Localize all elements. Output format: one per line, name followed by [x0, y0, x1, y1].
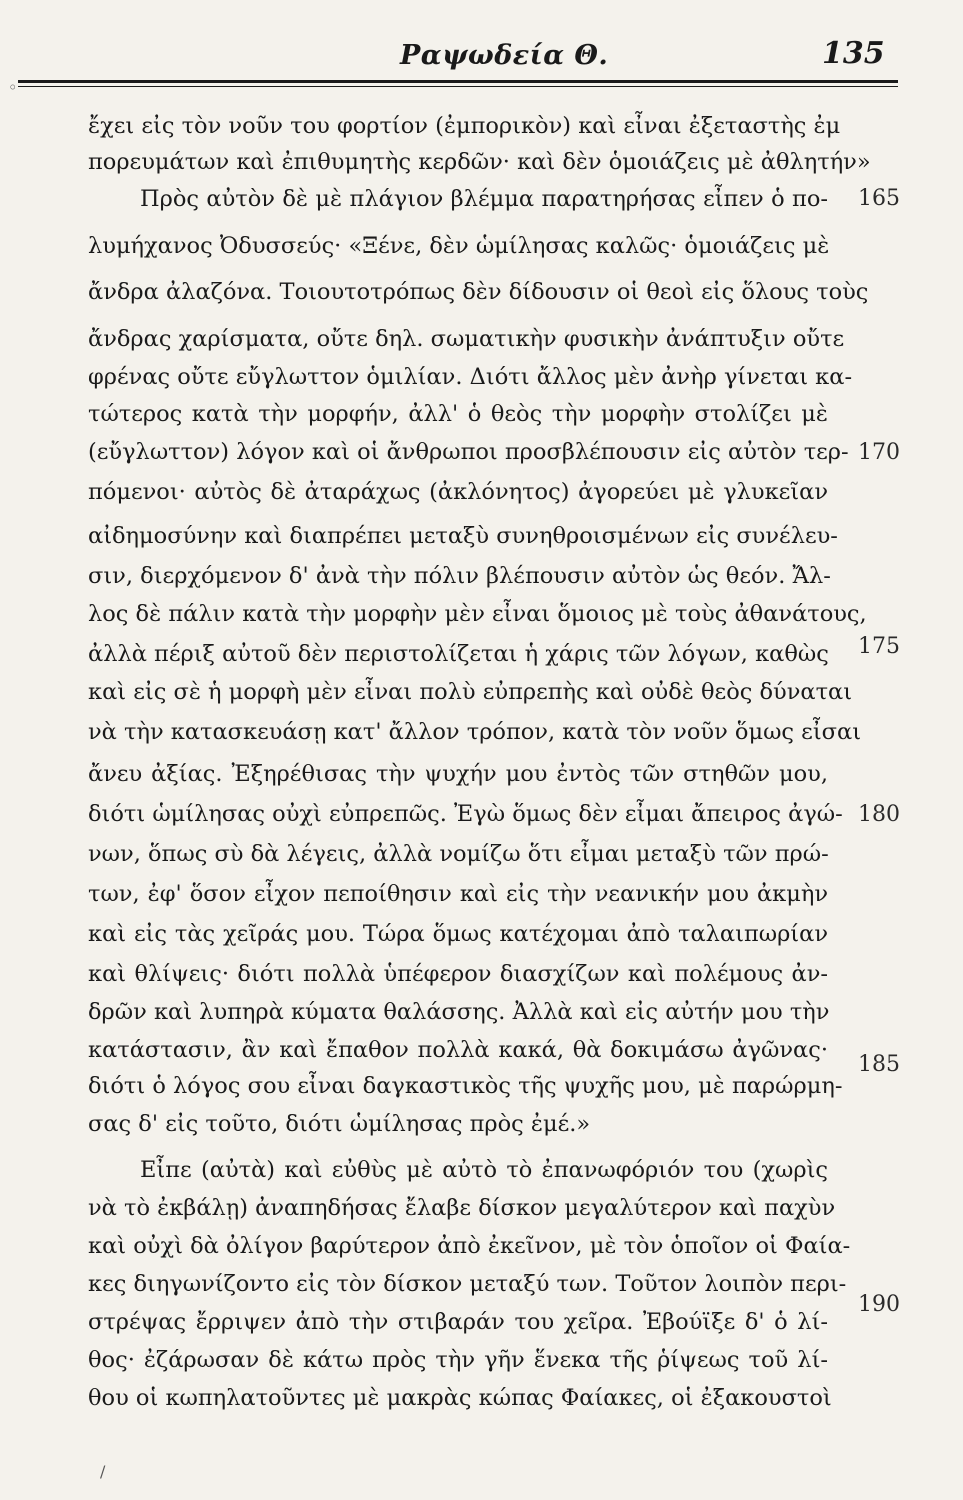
text-line: ἔχει εἰς τὸν νοῦν του φορτίον (ἐμπορικὸν) καὶ εἶναι ἐξεταστὴς ἐμ [88, 113, 841, 139]
text-line: των, ἐφ' ὅσον εἶχον πεποίθησιν καὶ εἰς τὴν νεανικήν μου ἀκμὴν [88, 881, 828, 907]
text-line: θου οἱ κωπηλατοῦντες μὲ μακρὰς κώπας Φαίακες, οἱ ἐξακουστοὶ [88, 1385, 832, 1411]
text-line: στρέψας ἔρριψεν ἀπὸ τὴν στιβαράν του χεῖρα. Ἐβούϊξε δ' ὁ λί- [88, 1309, 828, 1335]
text-line: σιν, διερχόμενον δ' ἀνὰ τὴν πόλιν βλέπουσιν αὐτὸν ὡς θεόν. Ἄλ- [88, 563, 831, 589]
running-title: Ραψωδεία Θ. [400, 40, 609, 71]
text-line: καὶ οὐχὶ δὰ ὀλίγον βαρύτερον ἀπὸ ἐκεῖνον, μὲ τὸν ὁποῖον οἱ Φαία- [88, 1233, 851, 1259]
text-line: ἄνδρας χαρίσματα, οὔτε δηλ. σωματικὴν φυσικὴν ἀνάπτυξιν οὔτε [88, 326, 845, 352]
line-number: 190 [858, 1292, 900, 1317]
text-line: νὰ τὴν κατασκευάσῃ κατ' ἄλλον τρόπον, κατὰ τὸν νοῦν ὅμως εἶσαι [88, 719, 862, 745]
text-line: ἄνευ ἀξίας. Ἐξηρέθισας τὴν ψυχήν μου ἐντὸς τῶν στηθῶν μου, [88, 761, 828, 787]
text-line: αἰδημοσύνην καὶ διαπρέπει μεταξὺ συνηθροισμένων εἰς συνέλευ- [88, 523, 838, 549]
header-rule-thin [18, 86, 898, 87]
text-line: θος· ἐζάρωσαν δὲ κάτω πρὸς τὴν γῆν ἕνεκα τῆς ῥίψεως τοῦ λί- [88, 1347, 828, 1373]
line-number: 170 [858, 440, 900, 465]
text-line: νὰ τὸ ἐκβάλῃ) ἀναπηδήσας ἔλαβε δίσκον μεγαλύτερον καὶ παχὺν [88, 1195, 836, 1221]
text-line: πορευμάτων καὶ ἐπιθυμητὴς κερδῶν· καὶ δὲν ὁμοιάζεις μὲ ἀθλητήν» [88, 149, 871, 175]
text-line: σας δ' εἰς τοῦτο, διότι ὡμίλησας πρὸς ἐμέ.» [88, 1111, 591, 1137]
text-line: ἄνδρα ἀλαζόνα. Τοιουτοτρόπως δὲν δίδουσιν οἱ θεοὶ εἰς ὅλους τοὺς [88, 279, 869, 305]
text-line: διότι ὡμίλησας οὐχὶ εὐπρεπῶς. Ἐγὼ ὅμως δὲν εἶμαι ἄπειρος ἀγώ- [88, 801, 843, 827]
text-line: φρένας οὔτε εὔγλωττον ὁμιλίαν. Διότι ἄλλος μὲν ἀνὴρ γίνεται κα- [88, 364, 853, 390]
line-number: 165 [858, 186, 900, 211]
text-line: λυμήχανος Ὀδυσσεύς· «Ξένε, δὲν ὡμίλησας καλῶς· ὁμοιάζεις μὲ [88, 233, 830, 259]
text-line: τώτερος κατὰ τὴν μορφήν, ἀλλ' ὁ θεὸς τὴν μορφὴν στολίζει μὲ [88, 401, 828, 427]
line-number: 175 [858, 634, 900, 659]
text-line: Πρὸς αὐτὸν δὲ μὲ πλάγιον βλέμμα παρατηρήσας εἶπεν ὁ πο- [140, 186, 828, 212]
text-line: καὶ θλίψεις· διότι πολλὰ ὑπέφερον διασχίζων καὶ πολέμους ἀν- [88, 961, 828, 987]
line-number: 185 [858, 1052, 900, 1077]
text-line: λος δὲ πάλιν κατὰ τὴν μορφὴν μὲν εἶναι ὅμοιος μὲ τοὺς ἀθανάτους, [88, 601, 867, 627]
text-line: κες διηγωνίζοντο εἰς τὸν δίσκον μεταξύ των. Τοῦτον λοιπὸν περι- [88, 1271, 847, 1297]
text-line: διότι ὁ λόγος σου εἶναι δαγκαστικὸς τῆς ψυχῆς μου, μὲ παρώρμη- [88, 1073, 843, 1099]
text-line: κατάστασιν, ἂν καὶ ἔπαθον πολλὰ κακά, θὰ δοκιμάσω ἀγῶνας· [88, 1037, 828, 1063]
text-line: ἀλλὰ πέριξ αὐτοῦ δὲν περιστολίζεται ἡ χάρις τῶν λόγων, καθὼς [88, 641, 829, 667]
stray-mark: / [100, 1462, 106, 1481]
text-line: Εἶπε (αὐτὰ) καὶ εὐθὺς μὲ αὐτὸ τὸ ἐπανωφόριόν του (χωρὶς [140, 1157, 828, 1183]
text-line: νων, ὅπως σὺ δὰ λέγεις, ἀλλὰ νομίζω ὅτι εἶμαι μεταξὺ τῶν πρώ- [88, 841, 829, 867]
page-number: 135 [822, 36, 885, 71]
margin-mark: ◦ [8, 78, 18, 97]
text-line: πόμενοι· αὐτὸς δὲ ἀταράχως (ἀκλόνητος) ἀγορεύει μὲ γλυκεῖαν [88, 479, 828, 505]
line-number: 180 [858, 802, 900, 827]
text-line: δρῶν καὶ λυπηρὰ κύματα θαλάσσης. Ἀλλὰ καὶ εἰς αὐτήν μου τὴν [88, 999, 830, 1025]
text-line: καὶ εἰς τὰς χεῖράς μου. Τώρα ὅμως κατέχομαι ἀπὸ ταλαιπωρίαν [88, 921, 828, 947]
text-line: (εὔγλωττον) λόγον καὶ οἱ ἄνθρωποι προσβλέπουσιν εἰς αὐτὸν τερ- [88, 439, 849, 465]
header-rule [18, 80, 898, 83]
text-line: καὶ εἰς σὲ ἡ μορφὴ μὲν εἶναι πολὺ εὐπρεπὴς καὶ οὐδὲ θεὸς δύναται [88, 679, 853, 705]
